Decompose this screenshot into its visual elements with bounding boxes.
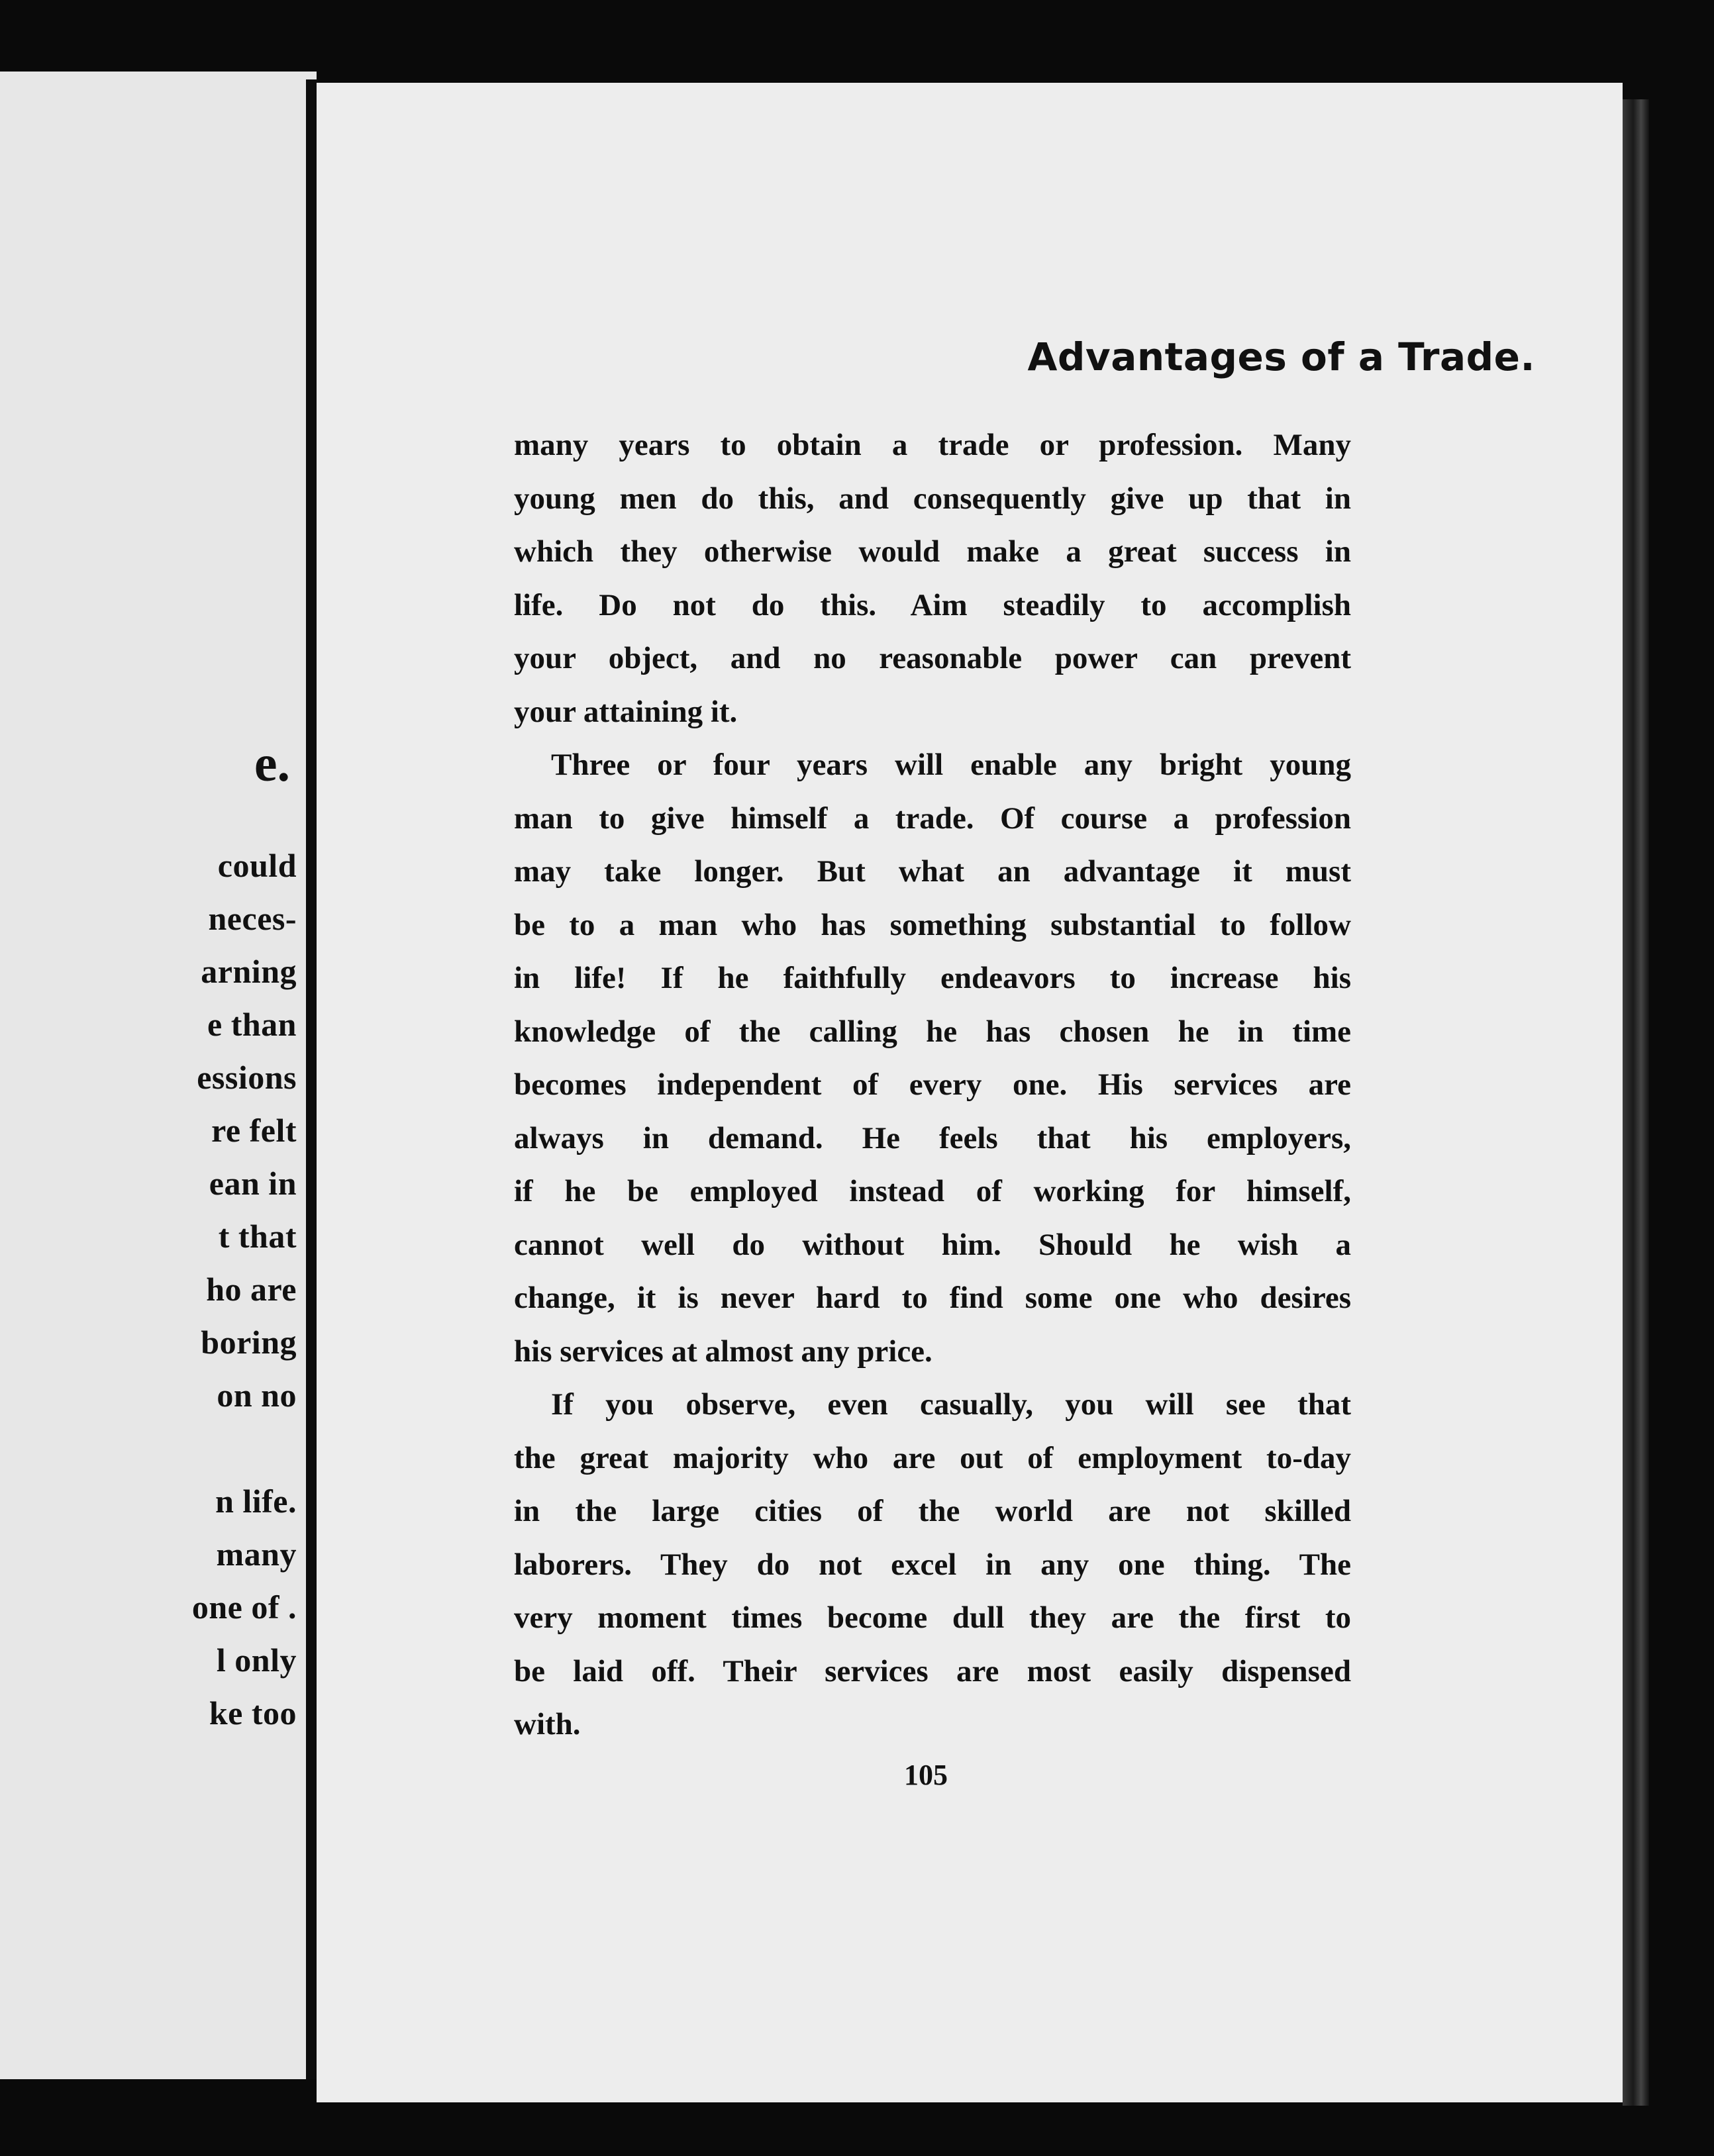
text-line: may take longer. But what an advantage it must bbox=[514, 854, 1351, 889]
left-line: ean in bbox=[209, 1165, 297, 1202]
left-line: essions bbox=[197, 1059, 297, 1096]
left-line: l only bbox=[216, 1642, 297, 1679]
text-line: which they otherwise would make a great success in bbox=[514, 534, 1351, 569]
text-line: change, it is never hard to find some one who desires bbox=[514, 1281, 1351, 1315]
text-line: Three or four years will enable any bright young bbox=[551, 748, 1351, 782]
text-line: knowledge of the calling he has chosen he in time bbox=[514, 1014, 1351, 1049]
left-line: ho are bbox=[206, 1271, 297, 1308]
body-text bbox=[514, 418, 1351, 1751]
text-line: young men do this, and consequently give up that in bbox=[514, 481, 1351, 516]
text-line: life. Do not do this. Aim steadily to accomplish bbox=[514, 587, 1351, 622]
left-line: ke too bbox=[209, 1694, 297, 1732]
text-line: becomes independent of every one. His services are bbox=[514, 1067, 1351, 1102]
left-line: on no bbox=[217, 1377, 297, 1414]
left-line: could bbox=[217, 847, 297, 884]
text-line: many years to obtain a trade or profession. Many bbox=[514, 428, 1351, 462]
text-line: your object, and no reasonable power can prevent bbox=[514, 641, 1351, 675]
text-line: his services at almost any price. bbox=[514, 1334, 933, 1369]
text-line: laborers. They do not excel in any one thing. The bbox=[514, 1547, 1351, 1582]
left-line: n life. bbox=[215, 1483, 297, 1520]
left-line: one of . bbox=[191, 1589, 297, 1626]
text-line: cannot well do without him. Should he wish a bbox=[514, 1227, 1351, 1262]
page-number: 105 bbox=[904, 1759, 948, 1791]
text-line: be laid off. Their services are most easily dispensed bbox=[514, 1653, 1351, 1689]
running-head: Advantages of a Trade. bbox=[1027, 334, 1535, 379]
text-line: man to give himself a trade. Of course a profession bbox=[514, 801, 1351, 836]
left-line: neces- bbox=[208, 900, 297, 937]
text-line: in the large cities of the world are not skilled bbox=[514, 1494, 1351, 1528]
text-line: in life! If he faithfully endeavors to increase his bbox=[514, 961, 1351, 995]
left-line: t that bbox=[218, 1218, 297, 1255]
text-line: if he be employed instead of working for himself, bbox=[514, 1174, 1351, 1208]
text-line: If you observe, even casually, you will see that bbox=[551, 1387, 1351, 1422]
left-line: many bbox=[216, 1536, 297, 1573]
text-line: always in demand. He feels that his employers, bbox=[514, 1120, 1351, 1155]
text-line: very moment times become dull they are the first to bbox=[514, 1600, 1351, 1635]
left-line: re felt bbox=[211, 1112, 297, 1149]
text-line: be to a man who has something substantial to follow bbox=[514, 907, 1351, 942]
page-edge bbox=[1623, 99, 1649, 2106]
text-line: your attaining it. bbox=[514, 694, 738, 729]
left-line: boring bbox=[201, 1324, 297, 1361]
left-heading-fragment: e. bbox=[254, 734, 290, 792]
left-line: e than bbox=[207, 1006, 297, 1043]
left-line: arning bbox=[201, 953, 297, 990]
left-page bbox=[0, 72, 317, 2079]
text-line: the great majority who are out of employment to-day bbox=[514, 1440, 1351, 1475]
text-line: with. bbox=[514, 1707, 581, 1741]
